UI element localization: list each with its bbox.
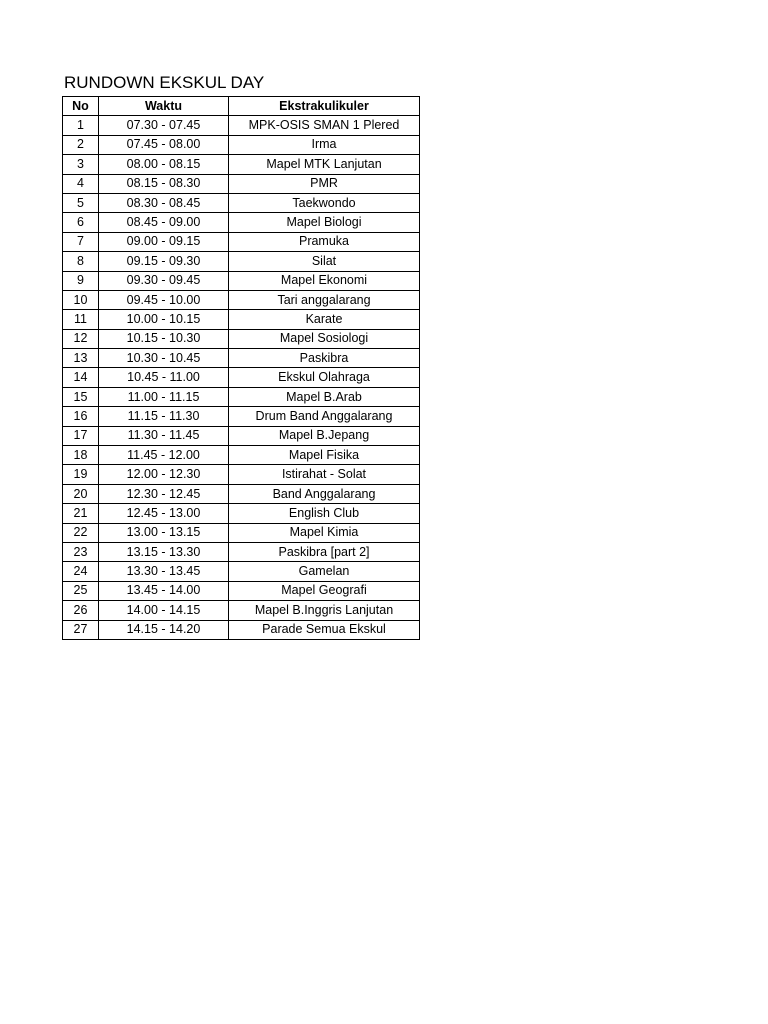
row-time: 09.30 - 09.45 <box>99 271 229 290</box>
row-activity: Paskibra <box>229 349 420 368</box>
row-time: 09.00 - 09.15 <box>99 232 229 251</box>
row-activity: Pramuka <box>229 232 420 251</box>
row-activity: Parade Semua Ekskul <box>229 620 420 639</box>
row-time: 07.30 - 07.45 <box>99 116 229 135</box>
row-activity: Mapel Ekonomi <box>229 271 420 290</box>
table-row <box>63 155 420 174</box>
rundown-table <box>62 96 420 640</box>
row-time: 08.15 - 08.30 <box>99 174 229 193</box>
row-time: 07.45 - 08.00 <box>99 135 229 154</box>
row-number: 13 <box>63 349 99 368</box>
row-time: 11.15 - 11.30 <box>99 407 229 426</box>
column-header-waktu: Waktu <box>99 97 229 116</box>
row-number: 7 <box>63 232 99 251</box>
table-row <box>63 562 420 581</box>
row-time: 13.30 - 13.45 <box>99 562 229 581</box>
table-row <box>63 407 420 426</box>
row-number: 25 <box>63 581 99 600</box>
table-row <box>63 193 420 212</box>
table-row <box>63 581 420 600</box>
table-row <box>63 213 420 232</box>
row-time: 10.45 - 11.00 <box>99 368 229 387</box>
document-title: RUNDOWN EKSKUL DAY <box>64 73 265 92</box>
table-row <box>63 116 420 135</box>
row-time: 13.00 - 13.15 <box>99 523 229 542</box>
row-activity: Mapel Sosiologi <box>229 329 420 348</box>
row-number: 24 <box>63 562 99 581</box>
column-header-ekstrakulikuler: Ekstrakulikuler <box>229 97 420 116</box>
row-number: 8 <box>63 252 99 271</box>
row-number: 11 <box>63 310 99 329</box>
row-activity: Karate <box>229 310 420 329</box>
row-number: 2 <box>63 135 99 154</box>
row-activity: Ekskul Olahraga <box>229 368 420 387</box>
table-row <box>63 310 420 329</box>
row-time: 11.00 - 11.15 <box>99 387 229 406</box>
row-activity: Mapel Biologi <box>229 213 420 232</box>
row-time: 11.45 - 12.00 <box>99 446 229 465</box>
table-row <box>63 504 420 523</box>
row-time: 13.45 - 14.00 <box>99 581 229 600</box>
row-activity: Tari anggalarang <box>229 290 420 309</box>
row-number: 17 <box>63 426 99 445</box>
table-row <box>63 232 420 251</box>
table-header-row <box>63 97 420 116</box>
row-number: 16 <box>63 407 99 426</box>
row-activity: Irma <box>229 135 420 154</box>
row-number: 3 <box>63 155 99 174</box>
row-activity: MPK-OSIS SMAN 1 Plered <box>229 116 420 135</box>
row-number: 12 <box>63 329 99 348</box>
table-row <box>63 368 420 387</box>
row-number: 27 <box>63 620 99 639</box>
row-number: 18 <box>63 446 99 465</box>
row-number: 14 <box>63 368 99 387</box>
row-time: 12.00 - 12.30 <box>99 465 229 484</box>
row-time: 12.45 - 13.00 <box>99 504 229 523</box>
row-activity: Band Anggalarang <box>229 484 420 503</box>
row-number: 19 <box>63 465 99 484</box>
table-row <box>63 252 420 271</box>
row-number: 10 <box>63 290 99 309</box>
table-row <box>63 349 420 368</box>
table-row <box>63 135 420 154</box>
table-row <box>63 174 420 193</box>
row-number: 15 <box>63 387 99 406</box>
row-activity: Mapel MTK Lanjutan <box>229 155 420 174</box>
table-row <box>63 620 420 639</box>
row-number: 6 <box>63 213 99 232</box>
table-row <box>63 290 420 309</box>
row-activity: PMR <box>229 174 420 193</box>
row-time: 12.30 - 12.45 <box>99 484 229 503</box>
row-activity: Mapel Kimia <box>229 523 420 542</box>
row-number: 1 <box>63 116 99 135</box>
row-activity: Mapel B.Arab <box>229 387 420 406</box>
row-time: 14.00 - 14.15 <box>99 601 229 620</box>
column-header-no: No <box>63 97 99 116</box>
table-row <box>63 387 420 406</box>
row-activity: Silat <box>229 252 420 271</box>
row-time: 11.30 - 11.45 <box>99 426 229 445</box>
row-time: 09.45 - 10.00 <box>99 290 229 309</box>
row-activity: Istirahat - Solat <box>229 465 420 484</box>
row-activity: Taekwondo <box>229 193 420 212</box>
row-activity: Gamelan <box>229 562 420 581</box>
row-activity: English Club <box>229 504 420 523</box>
table-row <box>63 484 420 503</box>
table-row <box>63 329 420 348</box>
row-activity: Mapel Fisika <box>229 446 420 465</box>
row-number: 26 <box>63 601 99 620</box>
table-row <box>63 446 420 465</box>
table-body <box>63 116 420 640</box>
row-number: 9 <box>63 271 99 290</box>
row-time: 09.15 - 09.30 <box>99 252 229 271</box>
table-row <box>63 601 420 620</box>
row-activity: Drum Band Anggalarang <box>229 407 420 426</box>
row-number: 22 <box>63 523 99 542</box>
row-activity: Paskibra [part 2] <box>229 542 420 561</box>
table-row <box>63 465 420 484</box>
row-time: 10.00 - 10.15 <box>99 310 229 329</box>
table-row <box>63 271 420 290</box>
row-number: 4 <box>63 174 99 193</box>
row-time: 08.45 - 09.00 <box>99 213 229 232</box>
row-activity: Mapel B.Jepang <box>229 426 420 445</box>
row-activity: Mapel Geografi <box>229 581 420 600</box>
row-time: 10.15 - 10.30 <box>99 329 229 348</box>
row-number: 23 <box>63 542 99 561</box>
row-activity: Mapel B.Inggris Lanjutan <box>229 601 420 620</box>
row-time: 08.00 - 08.15 <box>99 155 229 174</box>
table-row <box>63 523 420 542</box>
row-time: 10.30 - 10.45 <box>99 349 229 368</box>
row-time: 08.30 - 08.45 <box>99 193 229 212</box>
row-time: 14.15 - 14.20 <box>99 620 229 639</box>
row-time: 13.15 - 13.30 <box>99 542 229 561</box>
row-number: 21 <box>63 504 99 523</box>
row-number: 20 <box>63 484 99 503</box>
row-number: 5 <box>63 193 99 212</box>
table-row <box>63 542 420 561</box>
table-row <box>63 426 420 445</box>
